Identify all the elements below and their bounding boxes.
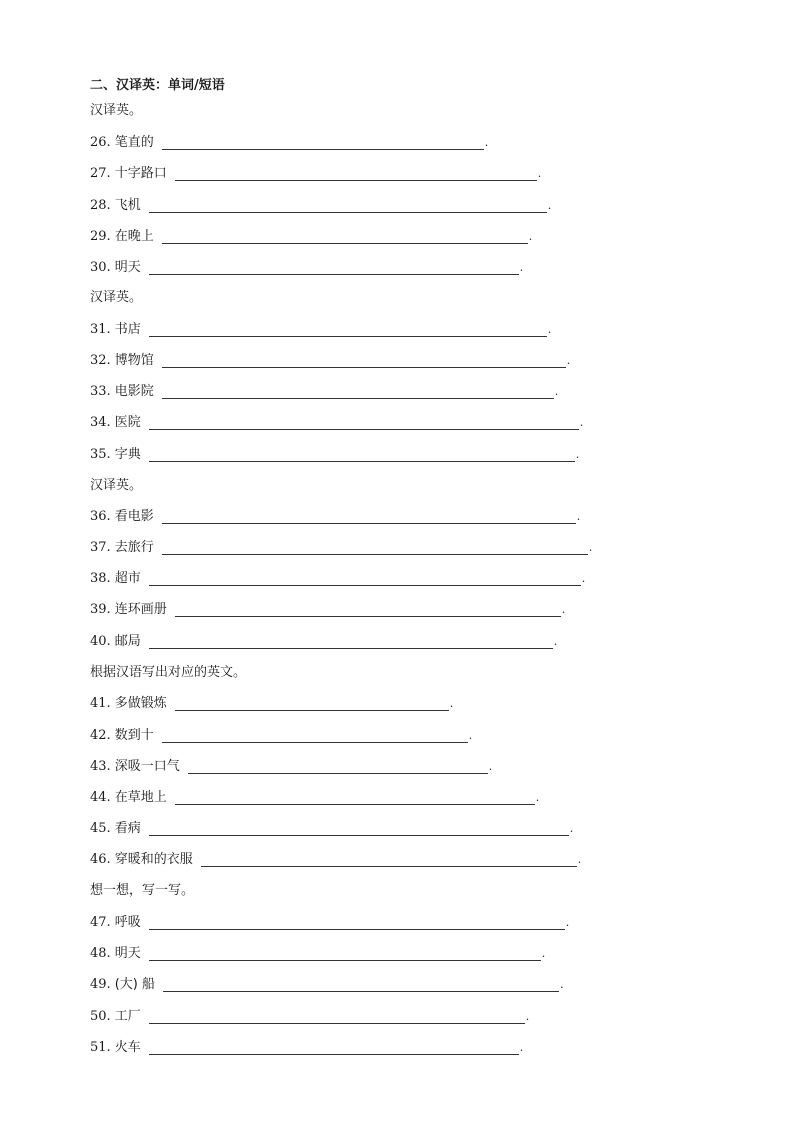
- answer-blank[interactable]: [149, 416, 579, 430]
- item-number: 26.: [90, 135, 111, 150]
- section-title: 汉译英。: [90, 478, 143, 493]
- answer-blank[interactable]: [162, 510, 576, 524]
- blank-period: .: [528, 230, 533, 243]
- item-number: 27.: [90, 166, 111, 181]
- item-number: 51.: [90, 1040, 111, 1055]
- exercise-item: [90, 383, 558, 401]
- exercise-item: [90, 695, 453, 713]
- item-number: 48.: [90, 946, 111, 961]
- answer-blank[interactable]: [149, 822, 569, 836]
- exercise-item: [90, 508, 580, 526]
- item-number: 49.: [90, 977, 111, 992]
- answer-blank[interactable]: [163, 978, 559, 992]
- blank-period: .: [565, 916, 570, 929]
- item-number: 30.: [90, 260, 111, 275]
- answer-blank[interactable]: [162, 136, 484, 150]
- item-prompt: 数到十: [114, 728, 154, 743]
- item-number: 36.: [90, 509, 111, 524]
- blank-period: .: [547, 323, 552, 336]
- answer-blank[interactable]: [201, 853, 577, 867]
- item-number: 41.: [90, 696, 111, 711]
- item-prompt: 明天: [114, 946, 141, 961]
- exercise-item: [90, 134, 488, 152]
- item-number: 45.: [90, 821, 111, 836]
- item-prompt: 连环画册: [114, 602, 167, 617]
- answer-blank[interactable]: [149, 1041, 519, 1055]
- answer-blank[interactable]: [149, 572, 581, 586]
- item-prompt: 在晚上: [114, 229, 154, 244]
- blank-period: .: [519, 261, 524, 274]
- exercise-item: [90, 1039, 523, 1057]
- blank-period: .: [559, 978, 564, 991]
- exercise-item: [90, 727, 472, 745]
- item-number: 38.: [90, 571, 111, 586]
- section-title: 想一想，写一写。: [90, 883, 195, 898]
- answer-blank[interactable]: [162, 230, 528, 244]
- answer-blank[interactable]: [149, 323, 547, 337]
- answer-blank[interactable]: [149, 199, 547, 213]
- answer-blank[interactable]: [162, 385, 554, 399]
- answer-blank[interactable]: [162, 541, 588, 555]
- item-prompt: 电影院: [114, 384, 154, 399]
- item-prompt: 看电影: [114, 509, 154, 524]
- item-number: 32.: [90, 353, 111, 368]
- item-number: 34.: [90, 415, 111, 430]
- blank-period: .: [525, 1010, 530, 1023]
- item-number: 46.: [90, 852, 111, 867]
- section-title: 汉译英。: [90, 290, 143, 305]
- item-prompt: 在草地上: [114, 790, 167, 805]
- answer-blank[interactable]: [149, 261, 519, 275]
- blank-period: .: [569, 822, 574, 835]
- blank-period: .: [577, 853, 582, 866]
- blank-period: .: [537, 167, 542, 180]
- item-prompt: 十字路口: [114, 166, 167, 181]
- answer-blank[interactable]: [175, 697, 449, 711]
- item-prompt: 深吸一口气: [114, 759, 180, 774]
- item-prompt: (大) 船: [114, 977, 155, 992]
- blank-period: .: [576, 510, 581, 523]
- exercise-item: [90, 197, 551, 215]
- item-prompt: 飞机: [114, 198, 141, 213]
- blank-period: .: [449, 697, 454, 710]
- blank-period: .: [535, 791, 540, 804]
- exercise-item: [90, 820, 573, 838]
- item-prompt: 博物馆: [114, 353, 154, 368]
- item-prompt: 看病: [114, 821, 141, 836]
- exercise-item: [90, 414, 583, 432]
- answer-blank[interactable]: [149, 1010, 525, 1024]
- blank-period: .: [561, 603, 566, 616]
- exercise-item: [90, 976, 563, 994]
- exercise-item: [90, 446, 579, 464]
- item-prompt: 工厂: [114, 1009, 141, 1024]
- exercise-item: [90, 259, 523, 277]
- exercise-item: [90, 789, 539, 807]
- blank-period: .: [541, 947, 546, 960]
- item-prompt: 医院: [114, 415, 141, 430]
- answer-blank[interactable]: [175, 603, 561, 617]
- item-prompt: 书店: [114, 322, 141, 337]
- item-number: 39.: [90, 602, 111, 617]
- section-heading: 二、汉译英：单词/短语: [90, 78, 225, 93]
- exercise-item: [90, 633, 557, 651]
- item-number: 40.: [90, 634, 111, 649]
- item-prompt: 邮局: [114, 634, 141, 649]
- blank-period: .: [468, 729, 473, 742]
- blank-period: .: [575, 448, 580, 461]
- item-prompt: 字典: [114, 447, 141, 462]
- blank-period: .: [588, 541, 593, 554]
- item-number: 33.: [90, 384, 111, 399]
- item-number: 37.: [90, 540, 111, 555]
- exercise-item: [90, 914, 569, 932]
- item-prompt: 去旅行: [114, 540, 154, 555]
- answer-blank[interactable]: [162, 729, 468, 743]
- exercise-item: [90, 539, 592, 557]
- item-number: 29.: [90, 229, 111, 244]
- item-number: 50.: [90, 1009, 111, 1024]
- exercise-item: [90, 321, 551, 339]
- exercise-item: [90, 601, 565, 619]
- exercise-item: [90, 165, 541, 183]
- item-number: 43.: [90, 759, 111, 774]
- item-prompt: 火车: [114, 1040, 141, 1055]
- item-number: 47.: [90, 915, 111, 930]
- section-title: 汉译英。: [90, 103, 143, 118]
- answer-blank[interactable]: [162, 354, 566, 368]
- blank-period: .: [554, 385, 559, 398]
- blank-period: .: [484, 136, 489, 149]
- answer-blank[interactable]: [149, 916, 565, 930]
- exercise-item: [90, 1008, 529, 1026]
- item-prompt: 超市: [114, 571, 141, 586]
- blank-period: .: [581, 572, 586, 585]
- answer-blank[interactable]: [149, 448, 575, 462]
- answer-blank[interactable]: [149, 947, 541, 961]
- section-title: 根据汉语写出对应的英文。: [90, 665, 247, 680]
- item-number: 31.: [90, 322, 111, 337]
- blank-period: .: [519, 1041, 524, 1054]
- exercise-item: [90, 570, 585, 588]
- answer-blank[interactable]: [175, 791, 535, 805]
- item-prompt: 明天: [114, 260, 141, 275]
- item-prompt: 多做锻炼: [114, 696, 167, 711]
- exercise-item: [90, 945, 545, 963]
- item-prompt: 呼吸: [114, 915, 141, 930]
- item-number: 42.: [90, 728, 111, 743]
- item-number: 35.: [90, 447, 111, 462]
- exercise-item: [90, 758, 492, 776]
- exercise-item: [90, 228, 532, 246]
- blank-period: .: [579, 416, 584, 429]
- blank-period: .: [547, 199, 552, 212]
- blank-period: .: [488, 760, 493, 773]
- answer-blank[interactable]: [188, 760, 488, 774]
- item-number: 44.: [90, 790, 111, 805]
- exercise-item: [90, 352, 570, 370]
- answer-blank[interactable]: [175, 167, 537, 181]
- exercise-item: [90, 851, 581, 869]
- item-prompt: 穿暖和的衣服: [114, 852, 193, 867]
- blank-period: .: [566, 354, 571, 367]
- item-prompt: 笔直的: [114, 135, 154, 150]
- item-number: 28.: [90, 198, 111, 213]
- answer-blank[interactable]: [149, 635, 553, 649]
- blank-period: .: [553, 635, 558, 648]
